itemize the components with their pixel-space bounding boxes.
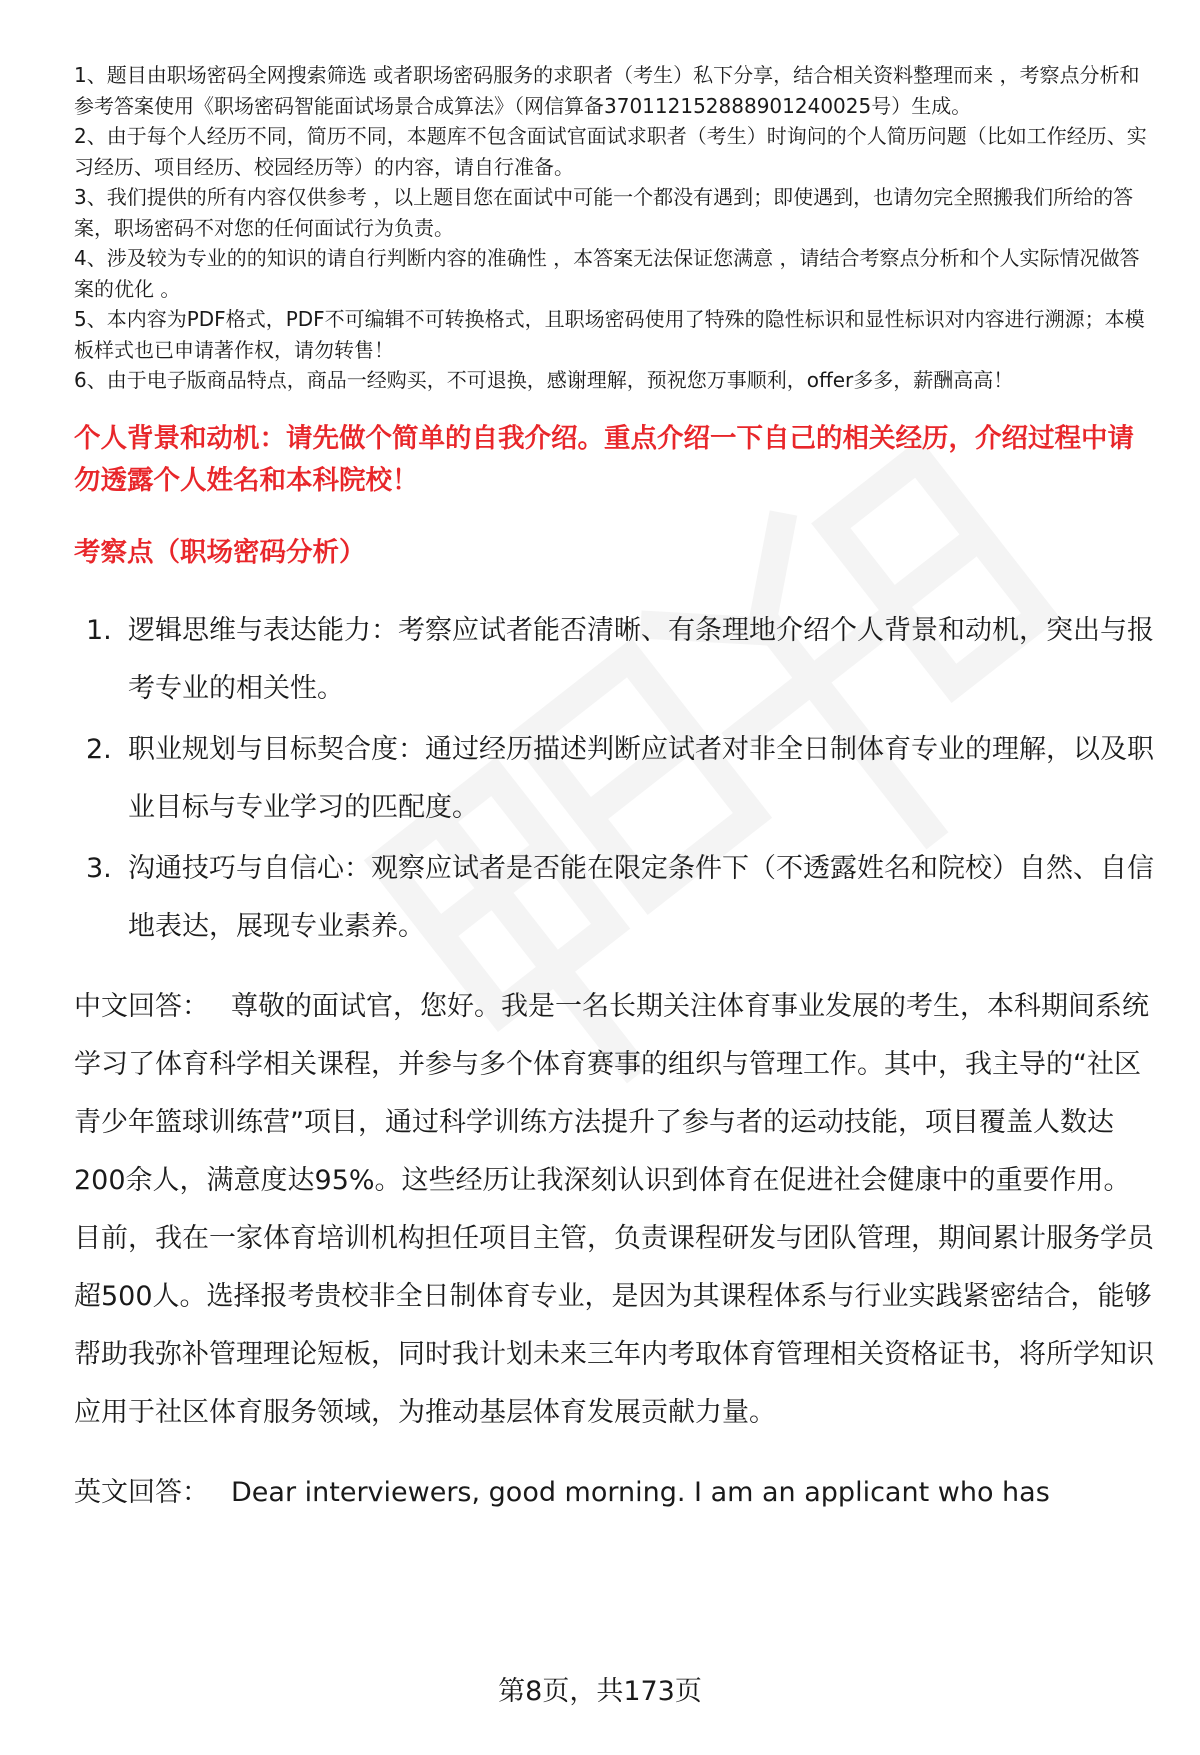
disclaimer-item: 3、我们提供的所有内容仅供参考 ，以上题目您在面试中可能一个都没有遇到；即使遇到，也请勿完全照搬我们所给的答案，职场密码不对您的任何面试行为负责。 <box>74 185 1134 240</box>
point-text: 逻辑思维与表达能力：考察应试者能否清晰、有条理地介绍个人背景和动机，突出与报考专业的相关性。 <box>128 614 1154 704</box>
english-answer-text: Dear interviewers, good morning. I am an applicant who has <box>231 1476 1050 1508</box>
point-number: 1. <box>86 614 112 646</box>
english-answer <box>74 1464 1154 1522</box>
disclaimer-item: 6、由于电子版商品特点，商品一经购买，不可退换，感谢理解，预祝您万事顺利，offer多多，薪酬高高！ <box>74 368 1014 392</box>
point-text: 沟通技巧与自信心：观察应试者是否能在限定条件下（不透露姓名和院校）自然、自信地表达，展现专业素养。 <box>128 852 1154 942</box>
document-page <box>74 60 1154 1522</box>
disclaimer-item: 1、题目由职场密码全网搜索筛选 或者职场密码服务的求职者（考生）私下分享，结合相关资料整理而来 ，考察点分析和参考答案使用《职场密码智能面试场景合成算法》（网信算备370112152888901240025号）生成。 <box>74 63 1140 118</box>
page-footer: 第8页，共173页 <box>498 1676 702 1707</box>
disclaimer-item: 4、涉及较为专业的的知识的请自行判断内容的准确性 ，本答案无法保证您满意 ，请结合考察点分析和个人实际情况做答案的优化 。 <box>74 246 1140 301</box>
point-text: 职业规划与目标契合度：通过经历描述判断应试者对非全日制体育专业的理解，以及职业目标与专业学习的匹配度。 <box>128 733 1154 823</box>
disclaimer-list <box>74 60 1154 396</box>
chinese-answer-label: 中文回答： <box>74 990 209 1022</box>
analysis-point <box>74 602 1154 718</box>
disclaimer-item: 2、由于每个人经历不同，简历不同，本题库不包含面试官面试求职者（考生）时询问的个人简历问题（比如工作经历、实习经历、项目经历、校园经历等）的内容，请自行准备。 <box>74 124 1147 179</box>
disclaimer-item: 5、本内容为PDF格式，PDF不可编辑不可转换格式，且职场密码使用了特殊的隐性标识和显性标识对内容进行溯源；本模板样式也已申请著作权，请勿转售！ <box>74 307 1145 362</box>
chinese-answer <box>74 978 1154 1442</box>
question-heading: 个人背景和动机：请先做个简单的自我介绍。重点介绍一下自己的相关经历，介绍过程中请勿透露个人姓名和本科院校！ <box>74 422 1134 496</box>
analysis-points <box>74 602 1154 956</box>
point-number: 3. <box>86 852 112 884</box>
point-number: 2. <box>86 733 112 765</box>
analysis-point <box>74 840 1154 956</box>
chinese-answer-text: 尊敬的面试官，您好。我是一名长期关注体育事业发展的考生，本科期间系统学习了体育科学相关课程，并参与多个体育赛事的组织与管理工作。其中，我主导的“社区青少年篮球训练营”项目，通过科学训练方法提升了参与者的运动技能，项目覆盖人数达200余人，满意度达95%。这些经历让我深刻认识到体育在促进社会健康中的重要作用。目前，我在一家体育培训机构担任项目主管，负责课程研发与团队管理，期间累计服务学员超500人。选择报考贵校非全日制体育专业，是因为其课程体系与行业实践紧密结合，能够帮助我弥补管理理论短板，同时我计划未来三年内考取体育管理相关资格证书，将所学知识应用于社区体育服务领域，为推动基层体育发展贡献力量。 <box>74 990 1154 1428</box>
analysis-point <box>74 721 1154 837</box>
english-answer-label: 英文回答： <box>74 1476 209 1508</box>
analysis-heading: 考察点（职场密码分析） <box>74 536 366 568</box>
